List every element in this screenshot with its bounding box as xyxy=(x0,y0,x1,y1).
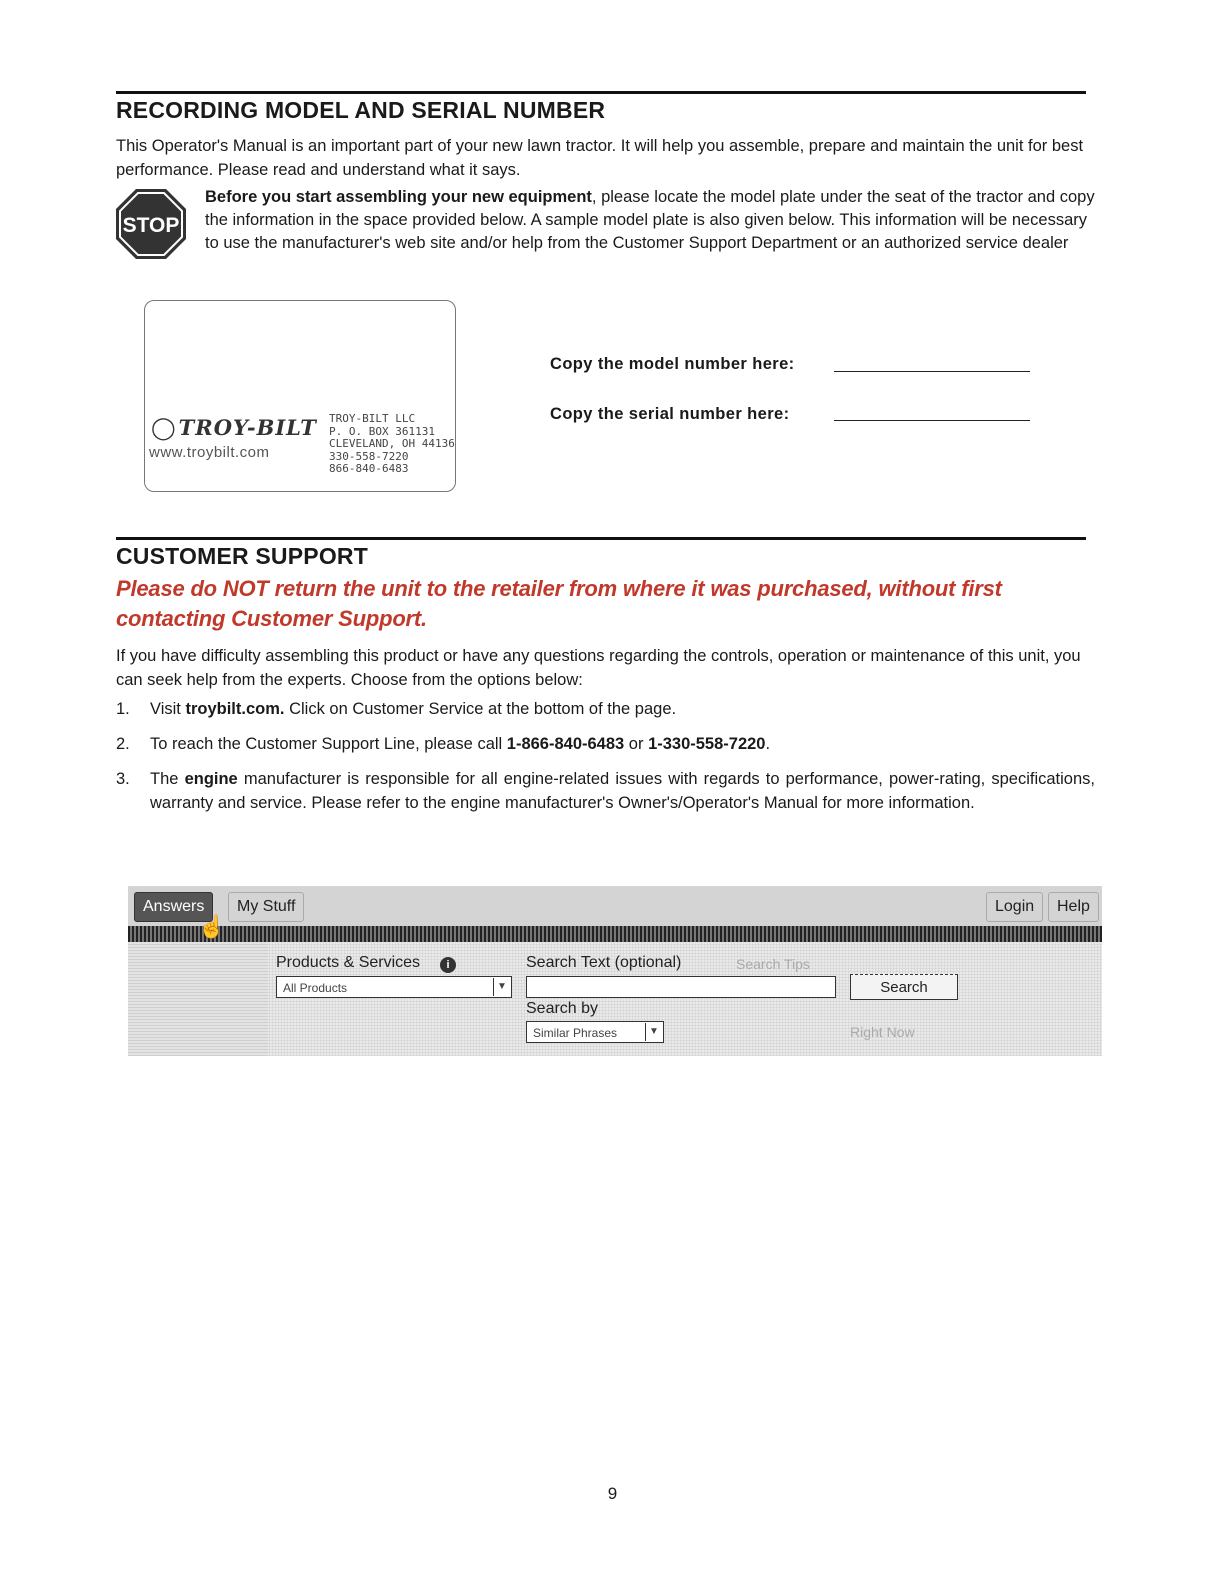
stop-instructions-lead: Before you start assembling your new equipment xyxy=(205,188,592,206)
left-pane xyxy=(128,942,268,1056)
products-select[interactable]: All Products ▼ xyxy=(276,976,512,998)
support-website-screenshot xyxy=(128,886,1102,1056)
login-link[interactable]: Login xyxy=(986,892,1043,922)
plate-address-line: 866-840-6483 xyxy=(329,462,409,475)
plate-address-line: 330-558-7220 xyxy=(329,449,409,463)
topbar-stripe xyxy=(128,926,1102,942)
support-phone-1: 1-866-840-6483 xyxy=(506,735,625,753)
list-number: 1. xyxy=(116,700,130,718)
list-number: 3. xyxy=(116,770,130,788)
support-intro: If you have difficulty assembling this product or have any questions regarding the controls, operation or maintenance of this unit, you can seek help from the experts. Choose from the options below: xyxy=(116,647,1081,689)
support-phone-2: 1-330-558-7220 xyxy=(648,735,766,753)
sample-model-plate xyxy=(144,300,456,492)
plate-brand-logo: ◯TROY-BILT xyxy=(151,415,317,441)
plate-address-line: TROY-BILT LLC xyxy=(329,412,416,425)
tab-my-stuff[interactable]: My Stuff xyxy=(228,892,304,922)
hand-cursor-icon: ☝ xyxy=(198,914,226,939)
chevron-down-icon: ▼ xyxy=(493,978,510,996)
support-website[interactable]: troybilt.com. xyxy=(185,700,285,718)
support-option-3: 3. The engine manufacturer is responsible for all engine-related issues with regards to performance, power-rating, specifications, warranty and service. Please refer to the engine manufacturer's Owner's/Operator's Manual for more information. xyxy=(116,767,1096,839)
plate-address-line: P. O. BOX 361131 xyxy=(329,424,435,438)
products-services-label: Products & Services xyxy=(276,954,421,971)
model-number-blank[interactable] xyxy=(834,371,1030,372)
search-by-select[interactable]: Similar Phrases ▼ xyxy=(526,1021,664,1043)
search-button[interactable]: Search xyxy=(850,974,958,1000)
support-option-1: 1. Visit troybilt.com. Click on Customer Service at the bottom of the page. xyxy=(116,697,1096,721)
list-number: 2. xyxy=(116,735,130,753)
stop-instructions xyxy=(205,186,1095,255)
plate-address-line: CLEVELAND, OH 44136 xyxy=(329,437,455,450)
copy-serial-label: Copy the serial number here: xyxy=(550,405,790,423)
engine-term: engine xyxy=(184,770,238,788)
section-heading-recording: RECORDING MODEL AND SERIAL NUMBER xyxy=(116,97,606,123)
page-number: 9 xyxy=(607,1484,618,1503)
section-rule-top xyxy=(116,91,1086,94)
copy-model-label: Copy the model number here: xyxy=(550,355,795,373)
chevron-down-icon: ▼ xyxy=(645,1023,662,1041)
section-rule-support xyxy=(116,537,1086,540)
plate-address xyxy=(329,413,455,476)
support-warning: Please do NOT return the unit to the retailer from where it was purchased, without first contacting Customer Support. xyxy=(116,576,1002,631)
search-tips-link[interactable]: Search Tips xyxy=(736,956,810,972)
support-option-2: 2. To reach the Customer Support Line, please call 1-866-840-6483 or 1-330-558-7220. xyxy=(116,732,1096,756)
info-icon[interactable]: i xyxy=(440,957,456,973)
stop-sign-icon xyxy=(115,188,187,260)
site-topbar xyxy=(128,886,1102,926)
help-link[interactable]: Help xyxy=(1048,892,1099,922)
search-text-label: Search Text (optional) xyxy=(526,954,682,971)
search-input[interactable] xyxy=(526,976,836,998)
serial-number-blank[interactable] xyxy=(834,420,1030,421)
right-now-logo: Right Now xyxy=(850,1024,915,1040)
section-heading-support: CUSTOMER SUPPORT xyxy=(116,543,368,569)
stop-instructions-body: , please locate the model plate under the seat of the tractor and copy the information in the space provided below. A sample model plate is also given below. This information will be necessary to use the manufacturer's web site and/or help from the Customer Support Department or an authorized service dealer xyxy=(205,188,1095,252)
plate-url: www.troybilt.com xyxy=(149,444,270,461)
recording-intro: This Operator's Manual is an important part of your new lawn tractor. It will help you assemble, prepare and maintain the unit for best performance. Please read and understand what it says. xyxy=(116,137,1084,179)
stop-sign-text: STOP xyxy=(122,214,180,237)
tab-answers[interactable]: Answers xyxy=(134,892,213,922)
search-by-label: Search by xyxy=(526,1000,599,1017)
